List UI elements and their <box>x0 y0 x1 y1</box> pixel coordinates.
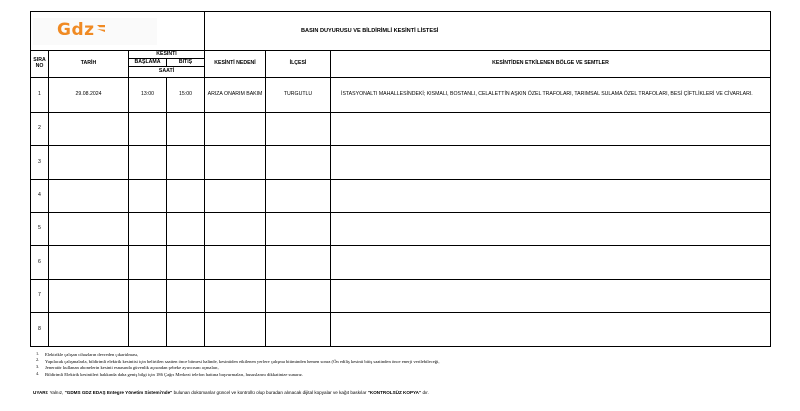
cell-bitis <box>167 280 205 313</box>
cell-tarih <box>49 113 129 146</box>
col-kesinti-nedeni: KESİNTİ NEDENİ <box>205 51 266 78</box>
cell-tarih <box>49 246 129 280</box>
cell-no: 4 <box>31 180 49 213</box>
cell-ilce <box>266 313 331 347</box>
cell-neden <box>205 313 266 347</box>
cell-baslama <box>129 113 167 146</box>
cell-tarih <box>49 180 129 213</box>
cell-neden <box>205 280 266 313</box>
header-row <box>31 12 771 51</box>
table-row <box>31 113 771 146</box>
table-body <box>31 78 771 347</box>
cell-ilce <box>266 113 331 146</box>
warning-post: dır. <box>422 390 429 395</box>
cell-tarih <box>49 313 129 347</box>
cell-bolge <box>331 113 771 146</box>
cell-tarih: 29.08.2024 <box>49 78 129 113</box>
gdz-logo <box>33 18 157 45</box>
note-item <box>36 359 776 366</box>
cell-baslama <box>129 213 167 246</box>
note-item <box>36 352 776 359</box>
cell-no: 5 <box>31 213 49 246</box>
col-baslama: BAŞLAMA <box>129 59 167 67</box>
table-row <box>31 280 771 313</box>
cell-no: 3 <box>31 146 49 180</box>
cell-baslama <box>129 280 167 313</box>
cell-bitis <box>167 246 205 280</box>
notes-list <box>36 352 776 379</box>
cell-ilce <box>266 280 331 313</box>
warning-quote-1: "GDMS GDZ EDAŞ Entegre Yönetim Sistemi'nde" <box>64 390 173 395</box>
warning-mid: bulunan dokümanlar güncel ve kontrollü olup buradan alınacak dijital kopyalar ve kağıt baskılar <box>173 390 367 395</box>
cell-bolge <box>331 246 771 280</box>
cell-bitis <box>167 313 205 347</box>
col-bitis: BİTİŞ <box>167 59 205 67</box>
cell-ilce <box>266 180 331 213</box>
cell-ilce: TURGUTLU <box>266 78 331 113</box>
cell-tarih <box>49 213 129 246</box>
cell-baslama <box>129 313 167 347</box>
table-row <box>31 146 771 180</box>
cell-baslama <box>129 180 167 213</box>
col-bolge: KESİNTİDEN ETKİLENEN BÖLGE VE SEMTLER <box>331 51 771 78</box>
warning-pre: Yalnız, <box>49 390 64 395</box>
col-saati: SAATİ <box>129 67 205 78</box>
cell-bitis <box>167 146 205 180</box>
cell-neden <box>205 213 266 246</box>
note-text: Jeneratör kullanan abonelerin kesinti esnasında güvenlik açısından şebeke ayırıcısını açmaları, <box>45 365 219 371</box>
cell-neden: ARIZA ONARIM BAKIM <box>205 78 266 113</box>
warning-quote-2: "KONTROLSÜZ KOPYA" <box>367 390 422 395</box>
note-number: 2. <box>36 357 40 363</box>
cell-neden <box>205 146 266 180</box>
outage-table <box>30 11 771 347</box>
cell-ilce <box>266 213 331 246</box>
cell-no: 8 <box>31 313 49 347</box>
note-item <box>36 372 776 379</box>
table-row <box>31 313 771 347</box>
cell-bitis <box>167 213 205 246</box>
cell-baslama: 13:00 <box>129 78 167 113</box>
note-number: 1. <box>36 350 40 356</box>
col-tarih: TARİH <box>49 51 129 78</box>
cell-bitis <box>167 180 205 213</box>
cell-tarih <box>49 280 129 313</box>
table-row <box>31 246 771 280</box>
cell-no: 2 <box>31 113 49 146</box>
col-kesinti: KESİNTİ <box>129 51 205 59</box>
outage-list-sheet <box>30 11 770 347</box>
note-number: 4. <box>36 370 40 376</box>
cell-bitis <box>167 113 205 146</box>
cell-neden <box>205 246 266 280</box>
note-number: 3. <box>36 363 40 369</box>
cell-baslama <box>129 246 167 280</box>
cell-bolge <box>331 213 771 246</box>
cell-tarih <box>49 146 129 180</box>
cell-neden <box>205 180 266 213</box>
col-ilcesi: İLÇESİ <box>266 51 331 78</box>
cell-no: 1 <box>31 78 49 113</box>
cell-bolge <box>331 180 771 213</box>
logo-text: Gdz <box>57 20 95 41</box>
logo-arrow-icon <box>96 24 106 33</box>
cell-bolge: İSTASYONALTI MAHALLESİNDEKİ; KISMALI, BOSTANLI, CELALETTİN AŞKIN ÖZEL TRAFOLARI, TARIMSAL SULAMA ÖZEL TRAFOLARI, BESİ ÇİFTLİKLERİ VE CİVARLARI. <box>331 78 771 113</box>
note-text: Bildirimli Elektrik kesintileri hakkında daha geniş bilgi için 186 Çağrı Merkezi telefon hattına başvurmaları, hususlarını dikkatinize sunarız. <box>45 372 303 378</box>
note-text: Yapılacak çalışmalarla, bildirimli elektrik kesintisi için belirtilen saatten önce bitmesi halinde, kesintiden etkilenen yerlere çalışma bitiminden hemen sonra (Ön ediliş kesinti bitiş saatinden önce enerji verilebileceği, <box>45 358 440 364</box>
cell-no: 7 <box>31 280 49 313</box>
document-title: BASIN DUYURUSU VE BİLDİRİMLİ KESİNTİ LİSTESİ <box>205 12 771 51</box>
note-item <box>36 365 776 372</box>
col-sira-no: SIRA NO <box>31 51 49 78</box>
cell-bolge <box>331 280 771 313</box>
cell-bolge <box>331 313 771 347</box>
cell-bitis: 15:00 <box>167 78 205 113</box>
cell-ilce <box>266 246 331 280</box>
cell-ilce <box>266 146 331 180</box>
warning-label: UYARI: <box>33 390 49 395</box>
cell-neden <box>205 113 266 146</box>
cell-baslama <box>129 146 167 180</box>
table-row <box>31 78 771 113</box>
table-row <box>31 180 771 213</box>
table-row <box>31 213 771 246</box>
cell-no: 6 <box>31 246 49 280</box>
cell-bolge <box>331 146 771 180</box>
logo-cell <box>31 12 205 51</box>
warning-line <box>33 390 429 395</box>
note-text: Elektrikle çalışan cihazların devreden çıkartılması, <box>45 352 139 357</box>
